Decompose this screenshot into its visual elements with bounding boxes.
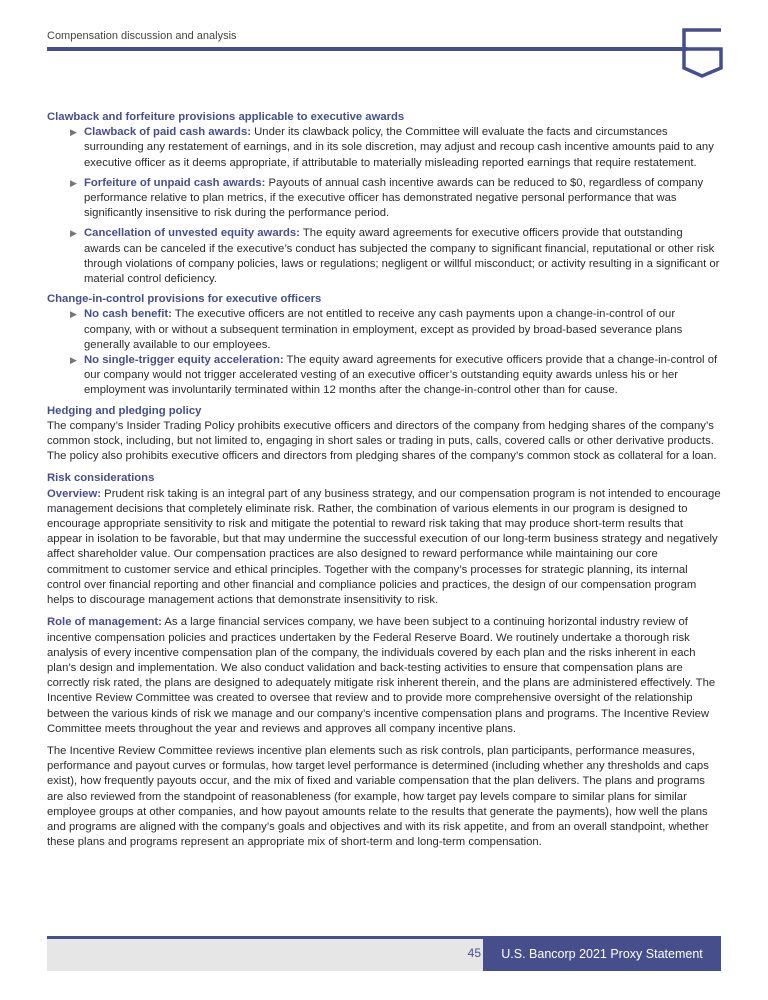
section-hedging <box>47 404 721 465</box>
section-heading: Hedging and pledging policy <box>47 404 202 417</box>
running-header: Compensation discussion and analysis <box>47 30 237 42</box>
header-rule <box>47 47 687 51</box>
arrow-bullet-icon: ▶ <box>70 228 77 239</box>
list-item: ▶ Cancellation of unvested equity awards: The equity award agreements for executive officers provide that outstanding awards can be canceled if the executive’s conduct has subjected the company to significant financial, reputational or other risk through violations of company policies, laws or regulations; negligent or willful misconduct; or activity resulting in a significant or material control deficiency. <box>70 227 720 286</box>
paragraph-overview: Overview: Prudent risk taking is an integral part of any business strategy, and our compensation program is not intended to encourage management decisions that completely eliminate risk. Rather, the combination of various elements in our program is designed to encourage appropriate sensitivity to risk and mitigate the potential to reward risk taking that may produce short-term results that appear in isolation to be favorable, but that may undermine the successful execution of our long-term business strategy and negatively affect shareholder value. Our compensation practices are also designed to reward performance while maintaining our core commitment to customer service and ethical principles. Together with the company’s processes for strategic planning, its internal control over financial reporting and other financial and compliance policies and practices, the design of our compensation program helps to discourage management actions that demonstrate insensitivity to risk. <box>47 487 721 607</box>
page-content <box>47 110 721 857</box>
section-heading: Risk considerations <box>47 472 155 485</box>
list-item: ▶ No single-trigger equity acceleration: The equity award agreements for executive officers provide that a change-in-control of our company would not trigger accelerated vesting of an executive officer’s outstanding equity awards unless his or her employment was involuntarily terminated within 12 months after the change-in-control other than for cause. <box>70 354 718 397</box>
list-item: ▶ Forfeiture of unpaid cash awards: Payouts of annual cash incentive awards can be reduced to $0, regardless of company performance relative to plan metrics, if the executive officer has demonstrated negative personal performance that was significantly insensitive to risk during the performance period. <box>70 176 704 220</box>
arrow-bullet-icon: ▶ <box>70 355 77 366</box>
footer-title: U.S. Bancorp 2021 Proxy Statement <box>483 939 721 971</box>
paragraph-irc: The Incentive Review Committee reviews incentive plan elements such as risk controls, plan participants, performance measures, performance and payout curves or formulas, how target level performance is determined (including whether any thresholds and caps exist), how frequently payouts occur, and the mix of fixed and variable compensation that the plan delivers. The plans and programs are also reviewed from the standpoint of reasonableness (for example, how target pay levels compare to similar plans for similar employee groups at other companies, and how payout amounts relate to the results that generate the payments), how well the plans and programs are aligned with the company’s goals and objectives and with its risk appetite, and from an overall standpoint, whether these plans and programs represent an appropriate mix of short-term and long-term compensation. <box>47 744 709 849</box>
list-item: ▶ No cash benefit: The executive officers are not entitled to receive any cash payments upon a change-in-control of our company, with or without a subsequent termination in employment, except as provided by broad-based severance plans generally available to our employees. <box>70 308 683 351</box>
section-heading: Clawback and forfeiture provisions applicable to executive awards <box>47 111 405 123</box>
list-item: ▶ Clawback of paid cash awards: Under its clawback policy, the Committee will evaluate the facts and circumstances surrounding any restatement of earnings, and in its sole discretion, may adjust and recoup cash incentive amounts paid to any executive officer as it deems appropriate, if attributable to materially misleading reported earnings that require restatement. <box>70 126 714 169</box>
arrow-bullet-icon: ▶ <box>70 177 77 188</box>
section-change-in-control <box>47 292 721 398</box>
section-heading: Change-in-control provisions for executive officers <box>47 293 322 306</box>
section-clawback <box>47 110 721 287</box>
section-risk <box>47 471 721 850</box>
paragraph: The company’s Insider Trading Policy prohibits executive officers and directors of the company from hedging shares of the company’s common stock, including, but not limited to, engaging in short sales or trading in puts, calls, covered calls or other derivative products. The policy also prohibits executive officers and directors from pledging shares of the company’s common stock as collateral for a loan. <box>47 419 717 463</box>
page-number: 45 <box>467 946 481 960</box>
paragraph-role: Role of management: As a large financial services company, we have been subject to a continuing horizontal industry review of incentive compensation policies and practices undertaken by the Federal Reserve Board. We routinely undertake a thorough risk analysis of every incentive compensation plan of the company, the individuals covered by each plan and the risks inherent in each plan’s design and implementation. We also conduct validation and back-testing activities to ensure that compensation plans are correctly risk rated, the plans are designed to adequately mitigate risk inherent therein, and the plans are administered effectively. The Incentive Review Committee was created to oversee that review and to provide more comprehensive oversight of the relationship between the various kinds of risk we manage and our company’s incentive compensation plans and programs. The Incentive Review Committee meets throughout the year and reviews and approves all company incentive plans. <box>47 616 716 735</box>
arrow-bullet-icon: ▶ <box>70 127 77 138</box>
footer <box>47 936 721 971</box>
arrow-bullet-icon: ▶ <box>70 309 77 320</box>
shield-logo-icon <box>681 28 723 78</box>
